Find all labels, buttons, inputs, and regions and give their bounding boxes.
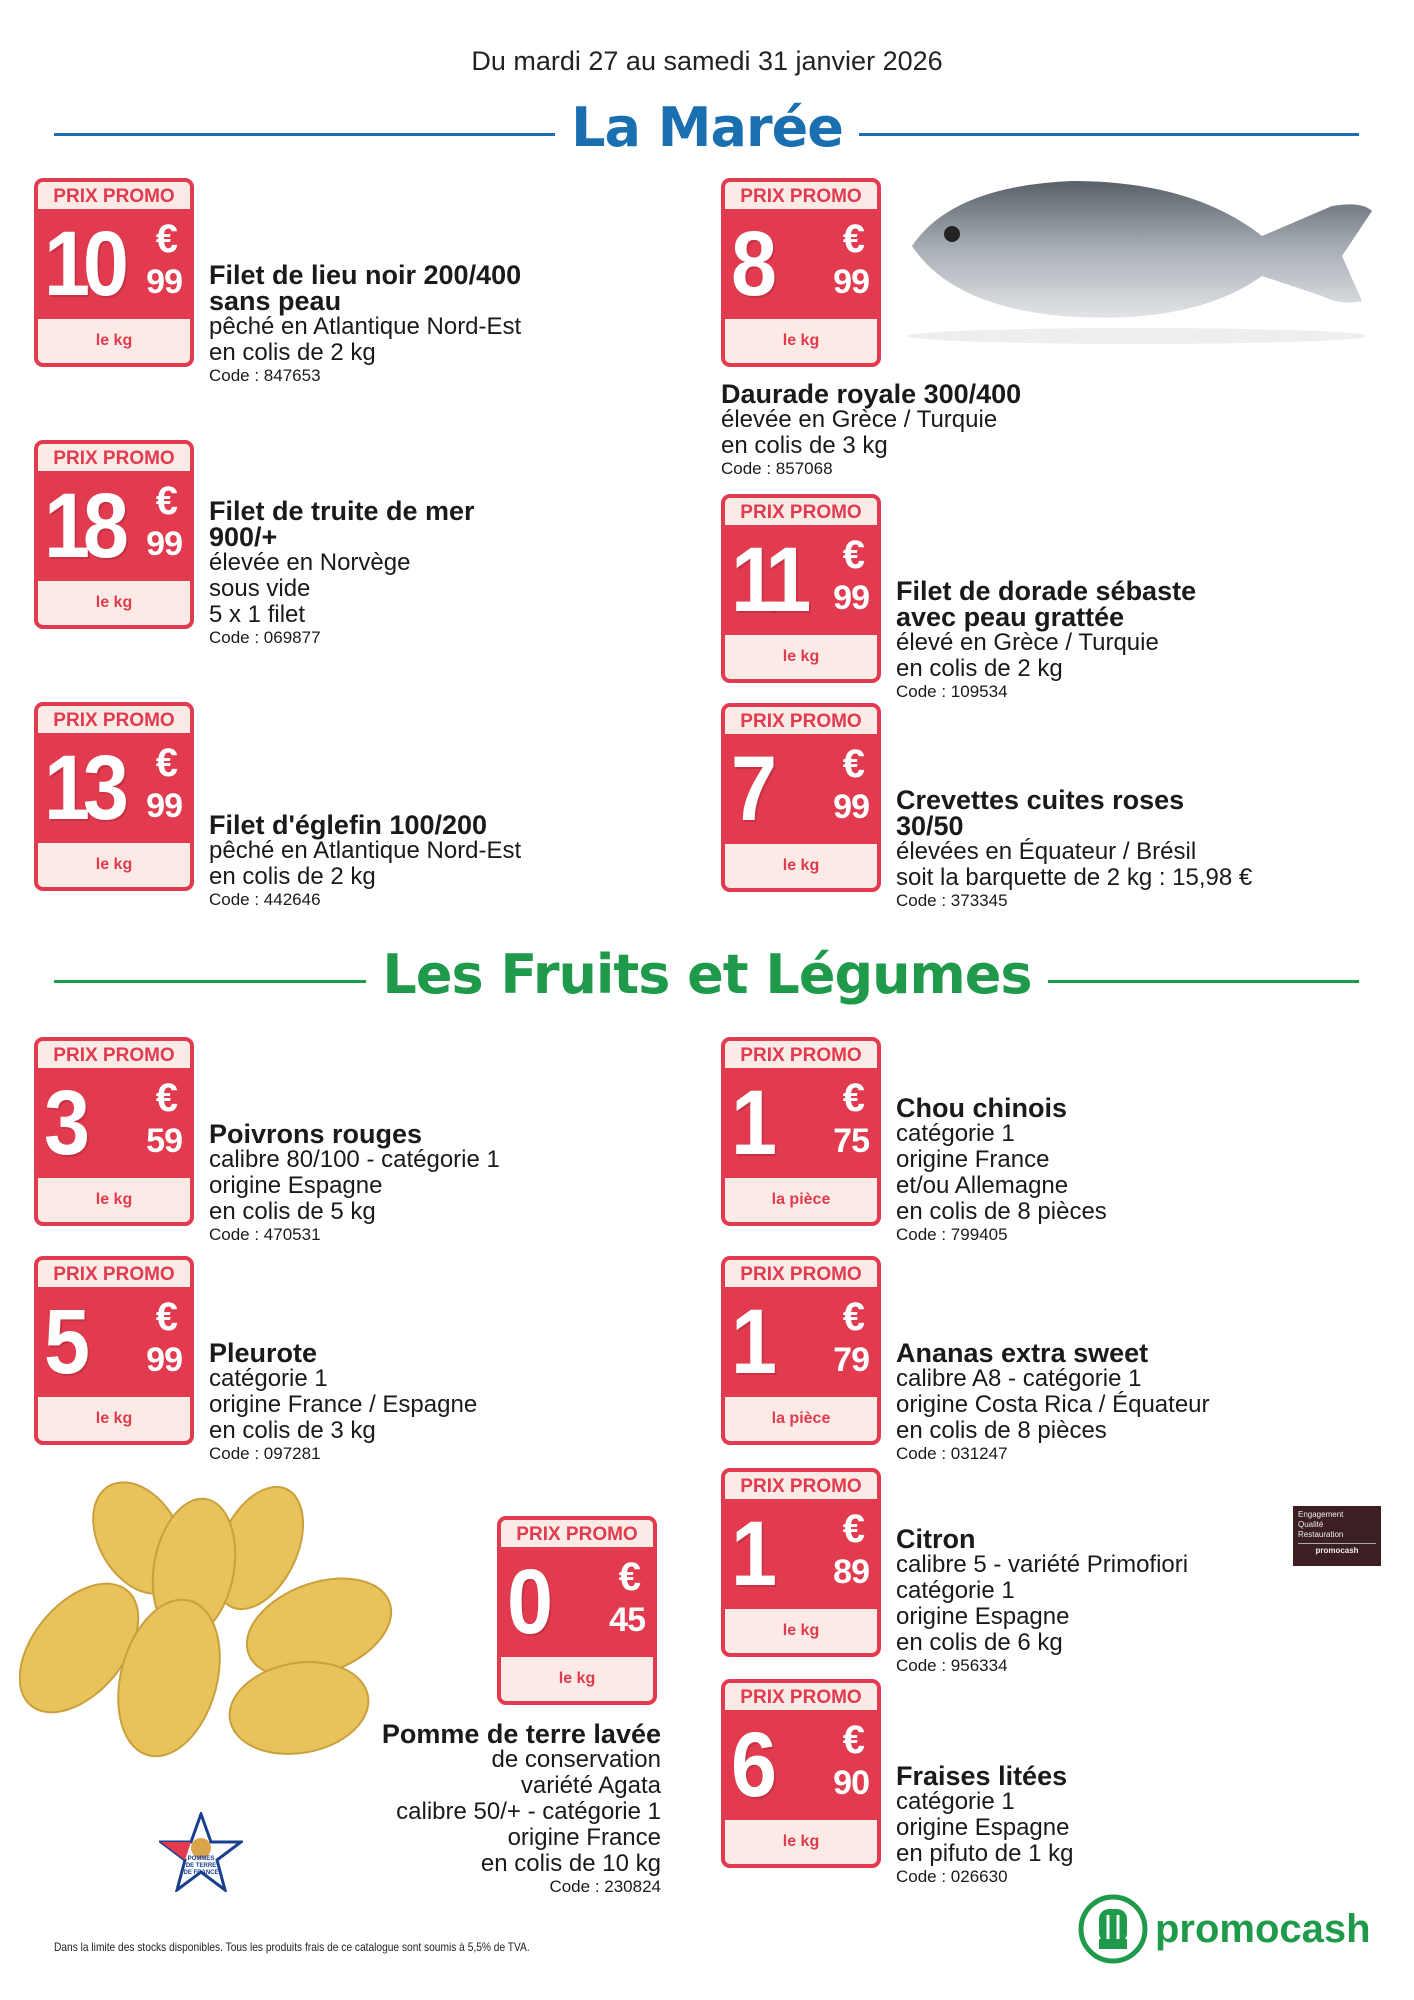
price bbox=[38, 1071, 190, 1175]
product-card bbox=[34, 440, 634, 647]
price-badge bbox=[721, 1679, 881, 1868]
product-detail: soit la barquette de 2 kg : 15,98 € bbox=[896, 864, 1253, 891]
price bbox=[38, 736, 190, 840]
price bbox=[725, 1071, 877, 1175]
product-detail: en colis de 10 kg bbox=[480, 1850, 661, 1877]
price-unit: le kg bbox=[725, 1817, 877, 1864]
price-badge bbox=[721, 178, 881, 367]
promo-label: PRIX PROMO bbox=[501, 1520, 653, 1550]
price-integer: 7 bbox=[731, 738, 770, 840]
price-unit: le kg bbox=[38, 316, 190, 363]
price-decimals: 45 bbox=[609, 1601, 645, 1639]
product-code: Code : 442646 bbox=[209, 890, 321, 909]
price-integer: 1 bbox=[731, 1291, 770, 1393]
product-title: Daurade royale 300/400 bbox=[721, 379, 1022, 409]
product-detail: origine Espagne bbox=[209, 1172, 383, 1199]
promo-label: PRIX PROMO bbox=[725, 182, 877, 212]
product-code: Code : 373345 bbox=[896, 891, 1008, 910]
product-detail: catégorie 1 bbox=[209, 1365, 328, 1392]
product-info bbox=[209, 1340, 679, 1464]
pommes-de-terre-de-france-logo: POMMES DE TERRE DE FRANCE bbox=[159, 1812, 243, 1892]
product-detail: en pifuto de 1 kg bbox=[896, 1840, 1074, 1867]
product-code: Code : 857068 bbox=[721, 459, 833, 478]
euro-sign: € bbox=[842, 533, 865, 577]
price bbox=[38, 1290, 190, 1394]
product-detail: en colis de 2 kg bbox=[209, 339, 376, 366]
product-detail: calibre 5 - variété Primofiori bbox=[896, 1551, 1189, 1578]
product-detail: en colis de 3 kg bbox=[209, 1417, 376, 1444]
price-integer: 8 bbox=[731, 213, 770, 315]
price bbox=[38, 474, 190, 578]
product-title: Chou chinois bbox=[896, 1093, 1067, 1123]
product-detail: calibre 50/+ - catégorie 1 bbox=[396, 1798, 661, 1825]
euro-sign: € bbox=[842, 1295, 865, 1339]
product-code: Code : 069877 bbox=[209, 628, 321, 647]
price-unit: le kg bbox=[725, 841, 877, 888]
price-unit: la pièce bbox=[725, 1394, 877, 1441]
product-detail: origine France bbox=[507, 1824, 661, 1851]
euro-sign: € bbox=[842, 1718, 865, 1762]
promo-label: PRIX PROMO bbox=[725, 1041, 877, 1071]
product-info bbox=[896, 787, 1366, 911]
promo-label: PRIX PROMO bbox=[38, 444, 190, 474]
price-badge bbox=[721, 1256, 881, 1445]
product-detail: en colis de 8 pièces bbox=[896, 1198, 1107, 1225]
product-title: Pomme de terre lavée bbox=[381, 1719, 661, 1749]
price-decimals: 90 bbox=[833, 1764, 869, 1802]
product-code: Code : 031247 bbox=[896, 1444, 1008, 1463]
price-badge bbox=[34, 1037, 194, 1226]
product-title: Poivrons rouges bbox=[209, 1119, 423, 1149]
product-detail: en colis de 2 kg bbox=[896, 655, 1063, 682]
price-unit: la pièce bbox=[725, 1175, 877, 1222]
promo-label: PRIX PROMO bbox=[38, 1260, 190, 1290]
price-decimals: 89 bbox=[833, 1553, 869, 1591]
price-badge bbox=[721, 1468, 881, 1657]
product-detail: origine Espagne bbox=[896, 1603, 1070, 1630]
euro-sign: € bbox=[842, 217, 865, 261]
product-detail: origine Costa Rica / Équateur bbox=[896, 1391, 1210, 1418]
price-unit: le kg bbox=[725, 632, 877, 679]
price-integer: 6 bbox=[731, 1714, 770, 1816]
product-detail: sous vide bbox=[209, 575, 311, 602]
product-card bbox=[34, 178, 634, 385]
product-title: Crevettes cuites roses bbox=[896, 785, 1185, 815]
euro-sign: € bbox=[155, 741, 178, 785]
price-integer: 10 bbox=[44, 213, 122, 315]
price-integer: 11 bbox=[731, 529, 805, 631]
product-title: 30/50 bbox=[896, 811, 964, 841]
product-title: Citron bbox=[896, 1524, 976, 1554]
product-title: 900/+ bbox=[209, 522, 278, 552]
product-title: Filet de truite de mer bbox=[209, 496, 475, 526]
euro-sign: € bbox=[155, 1076, 178, 1120]
price-integer: 13 bbox=[44, 737, 122, 839]
product-title: Ananas extra sweet bbox=[896, 1338, 1149, 1368]
product-code: Code : 847653 bbox=[209, 366, 321, 385]
price-unit: le kg bbox=[725, 316, 877, 363]
product-info bbox=[896, 1340, 1366, 1464]
price-unit: le kg bbox=[501, 1654, 653, 1701]
footer-note: Dans la limite des stocks disponibles. Tous les produits frais de ce catalogue sont soumis à 5,5% de TVA. bbox=[54, 1940, 530, 1954]
price bbox=[725, 1502, 877, 1606]
product-title: Fraises litées bbox=[896, 1761, 1068, 1791]
product-detail: variété Agata bbox=[520, 1772, 661, 1799]
product-info bbox=[209, 812, 679, 910]
price-decimals: 99 bbox=[146, 263, 182, 301]
promo-label: PRIX PROMO bbox=[38, 706, 190, 736]
product-info bbox=[721, 381, 1191, 479]
euro-sign: € bbox=[842, 1076, 865, 1120]
price-integer: 0 bbox=[507, 1551, 546, 1653]
price-badge bbox=[721, 494, 881, 683]
product-info bbox=[896, 1526, 1366, 1676]
product-title: Filet de lieu noir 200/400 bbox=[209, 260, 522, 290]
euro-sign: € bbox=[155, 217, 178, 261]
product-info bbox=[209, 498, 679, 648]
euro-sign: € bbox=[842, 1507, 865, 1551]
euro-sign: € bbox=[155, 1295, 178, 1339]
product-detail: élevée en Norvège bbox=[209, 549, 411, 576]
promo-label: PRIX PROMO bbox=[38, 1041, 190, 1071]
price-decimals: 75 bbox=[833, 1122, 869, 1160]
product-card bbox=[721, 1037, 1321, 1244]
product-card bbox=[721, 178, 1321, 478]
promo-dates: Du mardi 27 au samedi 31 janvier 2026 bbox=[471, 46, 943, 76]
price-badge bbox=[34, 178, 194, 367]
product-detail: élevées en Équateur / Brésil bbox=[896, 838, 1197, 865]
price-decimals: 99 bbox=[833, 579, 869, 617]
product-detail: calibre A8 - catégorie 1 bbox=[896, 1365, 1142, 1392]
price-unit: le kg bbox=[38, 840, 190, 887]
product-card bbox=[721, 1256, 1321, 1463]
product-card bbox=[721, 703, 1321, 910]
product-detail: élevé en Grèce / Turquie bbox=[896, 629, 1159, 656]
section-title-text: La Marée bbox=[555, 96, 859, 159]
price-integer: 1 bbox=[731, 1072, 770, 1174]
price-integer: 1 bbox=[731, 1503, 770, 1605]
price-unit: le kg bbox=[38, 1175, 190, 1222]
product-code: Code : 109534 bbox=[896, 682, 1008, 701]
chef-hat-icon bbox=[1077, 1893, 1149, 1965]
product-code: Code : 026630 bbox=[896, 1867, 1008, 1886]
price bbox=[725, 212, 877, 316]
section-title-fruits bbox=[0, 943, 1414, 1006]
product-detail: en colis de 6 kg bbox=[896, 1629, 1063, 1656]
price-badge bbox=[34, 440, 194, 629]
product-info bbox=[209, 1121, 679, 1245]
product-card bbox=[34, 702, 634, 909]
product-detail: catégorie 1 bbox=[896, 1120, 1015, 1147]
product-detail: catégorie 1 bbox=[896, 1577, 1015, 1604]
promo-label: PRIX PROMO bbox=[725, 1260, 877, 1290]
product-title: Pleurote bbox=[209, 1338, 318, 1368]
product-card bbox=[721, 494, 1321, 701]
product-code: Code : 097281 bbox=[209, 1444, 321, 1463]
price-integer: 18 bbox=[44, 475, 122, 577]
product-title: Filet d'églefin 100/200 bbox=[209, 810, 488, 840]
euro-sign: € bbox=[618, 1555, 641, 1599]
price-badge bbox=[721, 703, 881, 892]
promocash-logo: promocash bbox=[1077, 1893, 1371, 1965]
product-code: Code : 956334 bbox=[896, 1656, 1008, 1675]
product-detail: origine Espagne bbox=[896, 1814, 1070, 1841]
price-unit: le kg bbox=[38, 578, 190, 625]
product-detail: origine France / Espagne bbox=[209, 1391, 478, 1418]
product-card bbox=[34, 1037, 634, 1244]
product-info bbox=[161, 1721, 661, 1897]
promo-label: PRIX PROMO bbox=[725, 498, 877, 528]
product-card bbox=[381, 1516, 661, 1896]
product-detail: et/ou Allemagne bbox=[896, 1172, 1069, 1199]
price bbox=[725, 1290, 877, 1394]
product-card bbox=[34, 1256, 634, 1463]
product-title: sans peau bbox=[209, 286, 342, 316]
price-decimals: 99 bbox=[146, 525, 182, 563]
product-detail: origine France bbox=[896, 1146, 1050, 1173]
product-detail: en colis de 5 kg bbox=[209, 1198, 376, 1225]
price-unit: le kg bbox=[38, 1394, 190, 1441]
price-badge bbox=[721, 1037, 881, 1226]
product-detail: pêché en Atlantique Nord-Est bbox=[209, 837, 522, 864]
product-code: Code : 799405 bbox=[896, 1225, 1008, 1244]
price-badge bbox=[34, 1256, 194, 1445]
price-decimals: 99 bbox=[833, 788, 869, 826]
price-badge bbox=[34, 702, 194, 891]
promo-label: PRIX PROMO bbox=[38, 182, 190, 212]
product-detail: de conservation bbox=[491, 1746, 661, 1773]
price-decimals: 99 bbox=[146, 1341, 182, 1379]
product-info bbox=[896, 1095, 1366, 1245]
euro-sign: € bbox=[155, 479, 178, 523]
product-info bbox=[209, 262, 679, 386]
price bbox=[725, 737, 877, 841]
eqr-badge: Engagement Qualité Restauration promocash bbox=[1293, 1506, 1381, 1566]
price bbox=[725, 528, 877, 632]
product-title: avec peau grattée bbox=[896, 602, 1125, 632]
product-info bbox=[896, 578, 1366, 702]
product-detail: élevée en Grèce / Turquie bbox=[721, 406, 998, 433]
product-detail: pêché en Atlantique Nord-Est bbox=[209, 313, 522, 340]
price-integer: 5 bbox=[44, 1291, 83, 1393]
product-title: Filet de dorade sébaste bbox=[896, 576, 1197, 606]
promo-label: PRIX PROMO bbox=[725, 1683, 877, 1713]
product-code: Code : 470531 bbox=[209, 1225, 321, 1244]
price bbox=[725, 1713, 877, 1817]
product-detail: en colis de 3 kg bbox=[721, 432, 888, 459]
product-card bbox=[721, 1468, 1321, 1675]
section-title-maree bbox=[0, 96, 1414, 159]
price-badge bbox=[497, 1516, 657, 1705]
product-info bbox=[896, 1763, 1366, 1887]
price bbox=[38, 212, 190, 316]
euro-sign: € bbox=[842, 742, 865, 786]
price-integer: 3 bbox=[44, 1072, 83, 1174]
product-detail: calibre 80/100 - catégorie 1 bbox=[209, 1146, 500, 1173]
product-detail: 5 x 1 filet bbox=[209, 601, 306, 628]
price-decimals: 59 bbox=[146, 1122, 182, 1160]
price-decimals: 79 bbox=[833, 1341, 869, 1379]
product-detail: catégorie 1 bbox=[896, 1788, 1015, 1815]
price-decimals: 99 bbox=[833, 263, 869, 301]
product-detail: en colis de 8 pièces bbox=[896, 1417, 1107, 1444]
product-card bbox=[721, 1679, 1321, 1886]
price bbox=[501, 1550, 653, 1654]
promo-label: PRIX PROMO bbox=[725, 1472, 877, 1502]
product-detail: en colis de 2 kg bbox=[209, 863, 376, 890]
product-code: Code : 230824 bbox=[549, 1877, 661, 1896]
price-decimals: 99 bbox=[146, 787, 182, 825]
price-unit: le kg bbox=[725, 1606, 877, 1653]
section-title-text: Les Fruits et Légumes bbox=[366, 943, 1047, 1006]
promo-label: PRIX PROMO bbox=[725, 707, 877, 737]
